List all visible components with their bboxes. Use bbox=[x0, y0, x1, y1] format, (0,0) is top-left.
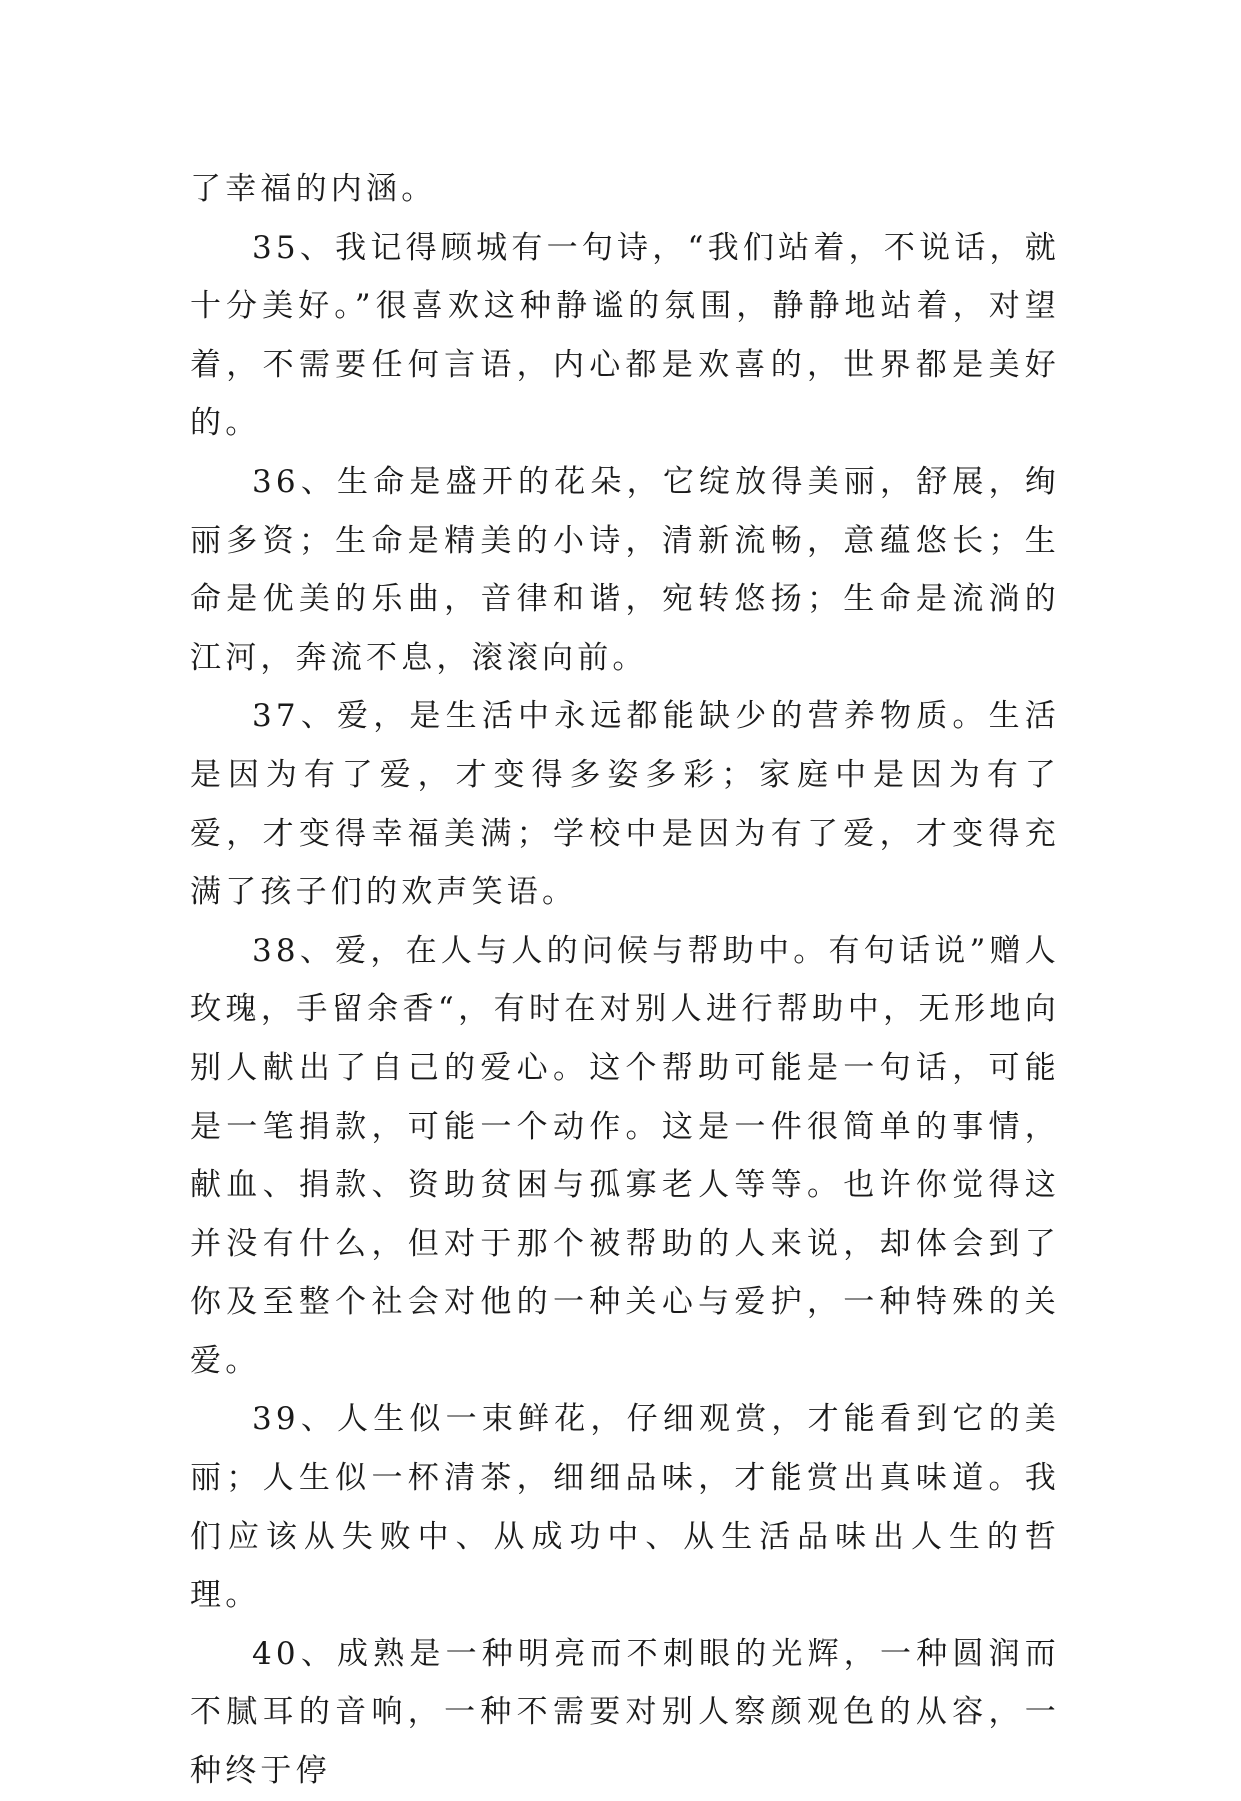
document-body bbox=[190, 160, 1060, 1801]
paragraph-40: 40、成熟是一种明亮而不刺眼的光辉，一种圆润而不腻耳的音响，一种不需要对别人察颜观色的从容，一种终于停 bbox=[190, 1635, 1060, 1790]
paragraph-35: 35、我记得顾城有一句诗，“我们站着，不说话，就十分美好。”很喜欢这种静谧的氛围，静静地站着，对望着，不需要任何言语，内心都是欢喜的，世界都是美好的。 bbox=[190, 229, 1060, 442]
paragraph-continuation: 了幸福的内涵。 bbox=[190, 171, 437, 207]
paragraph-38: 38、爱，在人与人的问候与帮助中。有句话说”赠人玫瑰，手留余香“，有时在对别人进行帮助中，无形地向别人献出了自己的爱心。这个帮助可能是一句话，可能是一笔捐款，可能一个动作。这是一件很简单的事情，献血、捐款、资助贫困与孤寡老人等等。也许你觉得这并没有什么，但对于那个被帮助的人来说，却体会到了你及至整个社会对他的一种关心与爱护，一种特殊的关爱。 bbox=[190, 932, 1060, 1379]
paragraph-36: 36、生命是盛开的花朵，它绽放得美丽，舒展，绚丽多资；生命是精美的小诗，清新流畅，意蕴悠长；生命是优美的乐曲，音律和谐，宛转悠扬；生命是流淌的江河，奔流不息，滚滚向前。 bbox=[190, 463, 1060, 676]
paragraph-39: 39、人生似一束鲜花，仔细观赏，才能看到它的美丽；人生似一杯清茶，细细品味，才能赏出真味道。我们应该从失败中、从成功中、从生活品味出人生的哲理。 bbox=[190, 1401, 1060, 1614]
paragraph-37: 37、爱，是生活中永远都能缺少的营养物质。生活是因为有了爱，才变得多姿多彩；家庭中是因为有了爱，才变得幸福美满；学校中是因为有了爱，才变得充满了孩子们的欢声笑语。 bbox=[190, 698, 1060, 911]
